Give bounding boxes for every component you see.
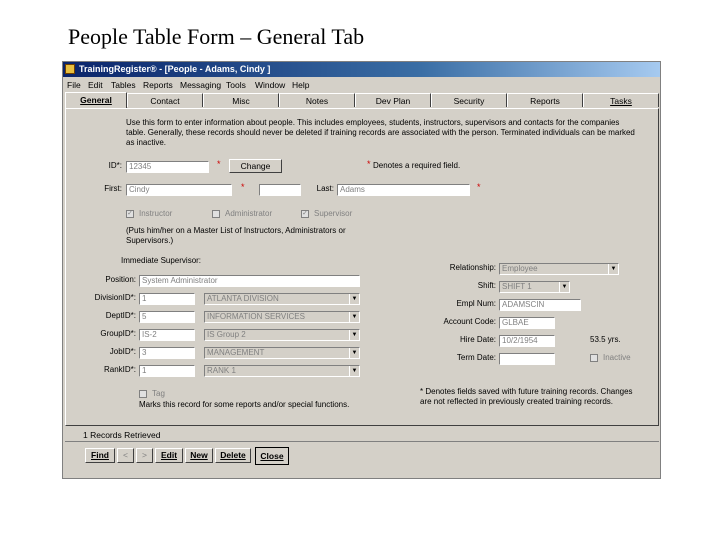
master-list-note-2: Supervisors.)	[126, 236, 174, 245]
division-label: DivisionID*:	[94, 293, 136, 302]
menu-tools[interactable]: Tools	[226, 80, 246, 90]
tab-strip	[63, 93, 660, 108]
group-dropdown[interactable]	[204, 329, 360, 341]
status-bar: 1 Records Retrieved	[65, 428, 659, 442]
rank-dropdown[interactable]	[204, 365, 360, 377]
tab-security[interactable]: Security	[431, 93, 507, 107]
master-list-note-1: (Puts him/her on a Master List of Instructors, Administrators or	[126, 226, 346, 235]
chevron-down-icon[interactable]: ▼	[349, 330, 359, 340]
immediate-supervisor-label: Immediate Supervisor:	[121, 256, 202, 265]
tab-contact[interactable]: Contact	[127, 93, 203, 107]
last-label: Last:	[316, 184, 334, 193]
position-field[interactable]: System Administrator	[139, 275, 360, 287]
administrator-label: Administrator	[225, 209, 273, 218]
intro-line-3: as inactive.	[126, 138, 167, 147]
tag-checkbox[interactable]	[139, 390, 147, 398]
chevron-down-icon[interactable]: ▼	[559, 282, 569, 292]
rank-value: RANK 1	[207, 366, 236, 375]
inactive-label: Inactive	[603, 353, 631, 362]
window-titlebar[interactable]	[63, 62, 660, 77]
saved-note-2: are not reflected in previously created training records.	[420, 397, 613, 406]
saved-note-1: * Denotes fields saved with future training records. Changes	[420, 387, 633, 396]
menu-reports[interactable]: Reports	[143, 80, 173, 90]
division-value: ATLANTA DIVISION	[207, 294, 279, 303]
empl-num-field[interactable]: ADAMSCIN	[499, 299, 581, 311]
first-name-field[interactable]: Cindy	[126, 184, 232, 196]
hire-date-field[interactable]: 10/2/1954	[499, 335, 555, 347]
previous-button[interactable]: <	[117, 448, 134, 463]
division-dropdown[interactable]	[204, 293, 360, 305]
first-required-marker: *	[241, 182, 245, 192]
first-label: First:	[104, 184, 122, 193]
job-id-field[interactable]: 3	[139, 347, 195, 359]
tab-dev-plan[interactable]: Dev Plan	[355, 93, 431, 107]
chevron-down-icon[interactable]: ▼	[349, 366, 359, 376]
supervisor-label: Supervisor	[314, 209, 353, 218]
menu-messaging[interactable]: Messaging	[180, 80, 222, 90]
shift-dropdown[interactable]	[499, 281, 570, 293]
chevron-down-icon[interactable]: ▼	[349, 294, 359, 304]
id-required-marker: *	[217, 159, 221, 169]
rank-label: RankID*:	[103, 365, 136, 374]
years-of-service: 53.5 yrs.	[590, 335, 621, 344]
dept-dropdown[interactable]	[204, 311, 360, 323]
rank-id-field[interactable]: 1	[139, 365, 195, 377]
instructor-checkbox[interactable]: ✓	[127, 210, 133, 217]
id-label: ID*:	[108, 161, 122, 170]
menu-help[interactable]: Help	[292, 80, 310, 90]
menu-tables[interactable]: Tables	[111, 80, 136, 90]
tag-label: Tag	[152, 389, 165, 398]
tab-misc[interactable]: Misc	[203, 93, 279, 107]
chevron-down-icon[interactable]: ▼	[349, 348, 359, 358]
shift-label: Shift:	[477, 281, 496, 290]
people-window	[62, 61, 661, 479]
required-note-marker: *	[367, 159, 371, 169]
next-button[interactable]: >	[136, 448, 153, 463]
change-button[interactable]: Change	[229, 159, 282, 173]
last-name-field[interactable]: Adams	[337, 184, 470, 196]
intro-line-1: Use this form to enter information about people. This includes employees, students, instructors, supervisors and contacts for the companies	[126, 118, 620, 127]
hire-date-label: Hire Date:	[459, 335, 496, 344]
slide-title: People Table Form – General Tab	[68, 24, 365, 49]
tab-general[interactable]: General	[65, 92, 127, 108]
division-id-field[interactable]: 1	[139, 293, 195, 305]
dept-id-field[interactable]: 5	[139, 311, 195, 323]
last-required-marker: *	[477, 182, 481, 192]
general-panel	[65, 108, 659, 426]
relationship-value: Employee	[502, 264, 538, 273]
supervisor-checkbox[interactable]: ✓	[302, 210, 308, 217]
middle-name-field[interactable]	[259, 184, 301, 196]
menu-window[interactable]: Window	[255, 80, 286, 90]
group-id-field[interactable]: IS-2	[139, 329, 195, 341]
menu-bar	[63, 78, 660, 92]
menu-edit[interactable]: Edit	[88, 80, 103, 90]
shift-value: SHIFT 1	[502, 282, 532, 291]
account-code-field[interactable]: GLBAE	[499, 317, 555, 329]
chevron-down-icon[interactable]: ▼	[349, 312, 359, 322]
term-date-label: Term Date:	[456, 353, 496, 362]
group-value: IS Group 2	[207, 330, 246, 339]
job-label: JobID*:	[109, 347, 136, 356]
relationship-dropdown[interactable]	[499, 263, 619, 275]
tab-tasks[interactable]: Tasks	[583, 93, 659, 107]
chevron-down-icon[interactable]: ▼	[608, 264, 618, 274]
job-dropdown[interactable]	[204, 347, 360, 359]
tag-note: Marks this record for some reports and/or special functions.	[139, 400, 350, 409]
empl-num-label: Empl Num:	[456, 299, 496, 308]
administrator-checkbox[interactable]	[212, 210, 220, 218]
close-button[interactable]: Close	[255, 447, 289, 465]
inactive-checkbox[interactable]	[590, 354, 598, 362]
window-title: TrainingRegister® - [People - Adams, Cindy ]	[79, 64, 271, 74]
app-icon	[65, 64, 75, 74]
id-field[interactable]: 12345	[126, 161, 209, 173]
relationship-label: Relationship:	[449, 263, 496, 272]
tab-notes[interactable]: Notes	[279, 93, 355, 107]
tab-reports[interactable]: Reports	[507, 93, 583, 107]
dept-value: INFORMATION SERVICES	[207, 312, 305, 321]
position-label: Position:	[105, 275, 136, 284]
job-value: MANAGEMENT	[207, 348, 265, 357]
term-date-field[interactable]	[499, 353, 555, 365]
new-button[interactable]: New	[185, 448, 213, 463]
edit-button[interactable]: Edit	[155, 448, 183, 463]
dept-label: DeptID*:	[105, 311, 136, 320]
intro-line-2: table. Generally, these records should never be deleted if training records are associated with the person. Terminated individuals can be marked	[126, 128, 635, 137]
required-note: Denotes a required field.	[373, 161, 461, 170]
find-button[interactable]: Find	[85, 448, 115, 463]
group-label: GroupID*:	[100, 329, 136, 338]
account-code-label: Account Code:	[443, 317, 496, 326]
instructor-label: Instructor	[139, 209, 173, 218]
menu-file[interactable]: File	[67, 80, 81, 90]
delete-button[interactable]: Delete	[215, 448, 251, 463]
